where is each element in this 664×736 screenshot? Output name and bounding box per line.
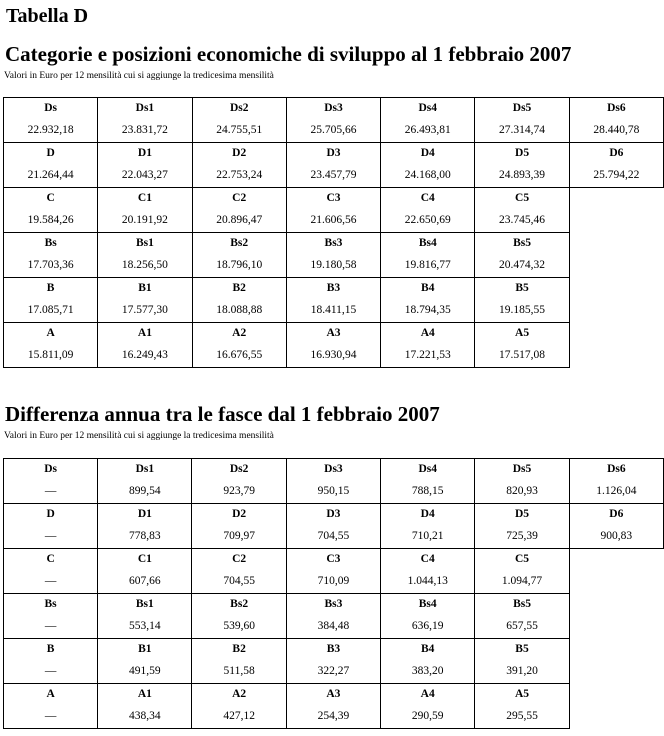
empty-cell: [569, 298, 663, 323]
position-label: B2: [192, 278, 286, 299]
position-label: C3: [286, 549, 380, 570]
position-label: A3: [286, 323, 380, 344]
position-label: D2: [192, 504, 286, 525]
position-label: D5: [475, 504, 569, 525]
position-label: D: [4, 143, 98, 164]
position-value: 24.893,39: [475, 163, 569, 188]
position-label: D4: [381, 143, 475, 164]
position-label: D4: [381, 504, 475, 525]
position-value: 1.094,77: [475, 569, 569, 594]
difference-table: [3, 458, 664, 729]
position-value: 704,55: [192, 569, 286, 594]
category-label-row: [4, 98, 664, 119]
position-label: C4: [381, 188, 475, 209]
position-label: A1: [98, 684, 192, 705]
position-value: 20.896,47: [192, 208, 286, 233]
empty-cell: [569, 684, 663, 705]
category-value-row: [4, 614, 664, 639]
position-value: 900,83: [569, 524, 663, 549]
position-label: Ds3: [286, 98, 380, 119]
position-value: 710,21: [381, 524, 475, 549]
position-value: 18.088,88: [192, 298, 286, 323]
category-value-row: [4, 118, 664, 143]
position-label: B4: [381, 639, 475, 660]
category-value-row: [4, 208, 664, 233]
position-label: B: [4, 278, 98, 299]
position-value: 17.085,71: [4, 298, 98, 323]
position-value: 19.185,55: [475, 298, 569, 323]
empty-cell: [569, 343, 663, 368]
position-value: 725,39: [475, 524, 569, 549]
position-label: B3: [286, 278, 380, 299]
position-label: B: [4, 639, 98, 660]
position-label: A5: [475, 323, 569, 344]
position-value: 20.191,92: [98, 208, 192, 233]
position-value: 22.753,24: [192, 163, 286, 188]
section2-note: Valori in Euro per 12 mensilità cui si aggiunge la tredicesima mensilità: [4, 431, 274, 441]
position-value: 391,20: [475, 659, 569, 684]
category-label-row: [4, 684, 664, 705]
position-label: Bs4: [381, 594, 475, 615]
position-value: 950,15: [286, 479, 380, 504]
position-label: Ds: [4, 459, 98, 480]
position-value: 322,27: [286, 659, 380, 684]
empty-cell: [569, 549, 663, 570]
position-label: A2: [192, 684, 286, 705]
position-label: Bs5: [475, 233, 569, 254]
position-value: —: [4, 659, 98, 684]
position-label: A: [4, 684, 98, 705]
category-label-row: [4, 188, 664, 209]
empty-cell: [569, 704, 663, 729]
position-value: 26.493,81: [381, 118, 475, 143]
empty-cell: [569, 594, 663, 615]
position-value: 553,14: [98, 614, 192, 639]
position-label: A4: [381, 684, 475, 705]
position-label: C2: [192, 188, 286, 209]
position-value: 254,39: [286, 704, 380, 729]
position-label: Ds2: [192, 459, 286, 480]
category-value-row: [4, 659, 664, 684]
position-value: 511,58: [192, 659, 286, 684]
position-label: C1: [98, 188, 192, 209]
position-value: 23.745,46: [475, 208, 569, 233]
empty-cell: [569, 208, 663, 233]
position-value: 18.256,50: [98, 253, 192, 278]
position-value: 24.168,00: [381, 163, 475, 188]
position-value: 25.705,66: [286, 118, 380, 143]
position-label: C1: [98, 549, 192, 570]
section1-note: Valori in Euro per 12 mensilità cui si aggiunge la tredicesima mensilità: [4, 71, 274, 81]
position-label: C3: [286, 188, 380, 209]
empty-cell: [569, 278, 663, 299]
position-value: 1.044,13: [381, 569, 475, 594]
position-value: 290,59: [381, 704, 475, 729]
category-label-row: [4, 233, 664, 254]
category-value-row: [4, 524, 664, 549]
position-label: B4: [381, 278, 475, 299]
position-label: Ds1: [98, 459, 192, 480]
position-value: 295,55: [475, 704, 569, 729]
position-label: Ds2: [192, 98, 286, 119]
position-label: B5: [475, 639, 569, 660]
position-label: Bs: [4, 233, 98, 254]
position-label: Ds6: [569, 98, 663, 119]
empty-cell: [569, 188, 663, 209]
position-value: 607,66: [98, 569, 192, 594]
position-value: 17.703,36: [4, 253, 98, 278]
position-value: 18.794,35: [381, 298, 475, 323]
position-value: 1.126,04: [569, 479, 663, 504]
position-label: Bs1: [98, 233, 192, 254]
position-label: Ds4: [381, 98, 475, 119]
category-value-row: [4, 479, 664, 504]
position-value: 22.650,69: [381, 208, 475, 233]
position-label: A1: [98, 323, 192, 344]
position-value: —: [4, 524, 98, 549]
position-label: C5: [475, 188, 569, 209]
position-label: B1: [98, 278, 192, 299]
category-value-row: [4, 343, 664, 368]
position-value: 923,79: [192, 479, 286, 504]
category-label-row: [4, 323, 664, 344]
empty-cell: [569, 614, 663, 639]
position-label: C5: [475, 549, 569, 570]
category-label-row: [4, 278, 664, 299]
position-value: 657,55: [475, 614, 569, 639]
position-label: Ds1: [98, 98, 192, 119]
category-label-row: [4, 639, 664, 660]
position-value: 22.932,18: [4, 118, 98, 143]
position-value: 438,34: [98, 704, 192, 729]
position-label: A2: [192, 323, 286, 344]
position-value: 636,19: [381, 614, 475, 639]
position-value: —: [4, 479, 98, 504]
position-value: 778,83: [98, 524, 192, 549]
position-value: 704,55: [286, 524, 380, 549]
position-label: Bs2: [192, 594, 286, 615]
position-label: A3: [286, 684, 380, 705]
position-label: C: [4, 188, 98, 209]
empty-cell: [569, 659, 663, 684]
position-value: 27.314,74: [475, 118, 569, 143]
category-label-row: [4, 549, 664, 570]
position-label: D1: [98, 143, 192, 164]
position-label: Bs3: [286, 594, 380, 615]
position-value: 710,09: [286, 569, 380, 594]
position-label: B2: [192, 639, 286, 660]
position-value: 19.180,58: [286, 253, 380, 278]
category-label-row: [4, 504, 664, 525]
position-value: —: [4, 704, 98, 729]
position-label: C: [4, 549, 98, 570]
position-label: D1: [98, 504, 192, 525]
position-label: Ds6: [569, 459, 663, 480]
position-label: Ds5: [475, 459, 569, 480]
position-label: B3: [286, 639, 380, 660]
position-value: 17.577,30: [98, 298, 192, 323]
category-value-row: [4, 298, 664, 323]
position-value: 20.474,32: [475, 253, 569, 278]
position-value: 16.676,55: [192, 343, 286, 368]
position-label: A4: [381, 323, 475, 344]
position-value: 21.606,56: [286, 208, 380, 233]
position-value: 16.249,43: [98, 343, 192, 368]
section2-heading: Differenza annua tra le fasce dal 1 febbraio 2007: [5, 402, 440, 426]
position-value: 788,15: [381, 479, 475, 504]
position-value: 384,48: [286, 614, 380, 639]
position-value: —: [4, 569, 98, 594]
position-value: 28.440,78: [569, 118, 663, 143]
position-label: Bs: [4, 594, 98, 615]
position-value: 24.755,51: [192, 118, 286, 143]
position-value: 18.796,10: [192, 253, 286, 278]
position-label: D5: [475, 143, 569, 164]
position-value: 15.811,09: [4, 343, 98, 368]
position-value: 25.794,22: [569, 163, 663, 188]
position-label: D6: [569, 504, 663, 525]
position-value: 709,97: [192, 524, 286, 549]
position-value: 19.584,26: [4, 208, 98, 233]
position-label: D3: [286, 504, 380, 525]
position-value: 17.221,53: [381, 343, 475, 368]
position-label: Bs2: [192, 233, 286, 254]
empty-cell: [569, 323, 663, 344]
position-value: 427,12: [192, 704, 286, 729]
position-value: 17.517,08: [475, 343, 569, 368]
position-value: 899,54: [98, 479, 192, 504]
position-value: 820,93: [475, 479, 569, 504]
position-value: 16.930,94: [286, 343, 380, 368]
position-value: 18.411,15: [286, 298, 380, 323]
position-value: 19.816,77: [381, 253, 475, 278]
position-label: Bs1: [98, 594, 192, 615]
position-label: D3: [286, 143, 380, 164]
position-value: 21.264,44: [4, 163, 98, 188]
position-label: A: [4, 323, 98, 344]
position-label: B1: [98, 639, 192, 660]
empty-cell: [569, 253, 663, 278]
position-value: 23.457,79: [286, 163, 380, 188]
category-value-row: [4, 704, 664, 729]
empty-cell: [569, 233, 663, 254]
position-label: Ds3: [286, 459, 380, 480]
category-value-row: [4, 569, 664, 594]
position-label: D6: [569, 143, 663, 164]
position-label: Ds: [4, 98, 98, 119]
category-label-row: [4, 143, 664, 164]
position-value: 22.043,27: [98, 163, 192, 188]
position-label: A5: [475, 684, 569, 705]
position-label: B5: [475, 278, 569, 299]
position-label: Bs3: [286, 233, 380, 254]
position-label: Bs5: [475, 594, 569, 615]
position-value: —: [4, 614, 98, 639]
empty-cell: [569, 569, 663, 594]
empty-cell: [569, 639, 663, 660]
position-label: D2: [192, 143, 286, 164]
salary-table: [3, 97, 664, 368]
position-label: C4: [381, 549, 475, 570]
position-label: Bs4: [381, 233, 475, 254]
position-value: 383,20: [381, 659, 475, 684]
category-value-row: [4, 253, 664, 278]
category-label-row: [4, 459, 664, 480]
position-value: 23.831,72: [98, 118, 192, 143]
position-label: Ds4: [381, 459, 475, 480]
position-value: 539,60: [192, 614, 286, 639]
position-label: C2: [192, 549, 286, 570]
position-value: 491,59: [98, 659, 192, 684]
category-value-row: [4, 163, 664, 188]
position-label: Ds5: [475, 98, 569, 119]
category-label-row: [4, 594, 664, 615]
page-title: Tabella D: [6, 5, 89, 27]
position-label: D: [4, 504, 98, 525]
section1-heading: Categorie e posizioni economiche di sviluppo al 1 febbraio 2007: [5, 42, 572, 66]
